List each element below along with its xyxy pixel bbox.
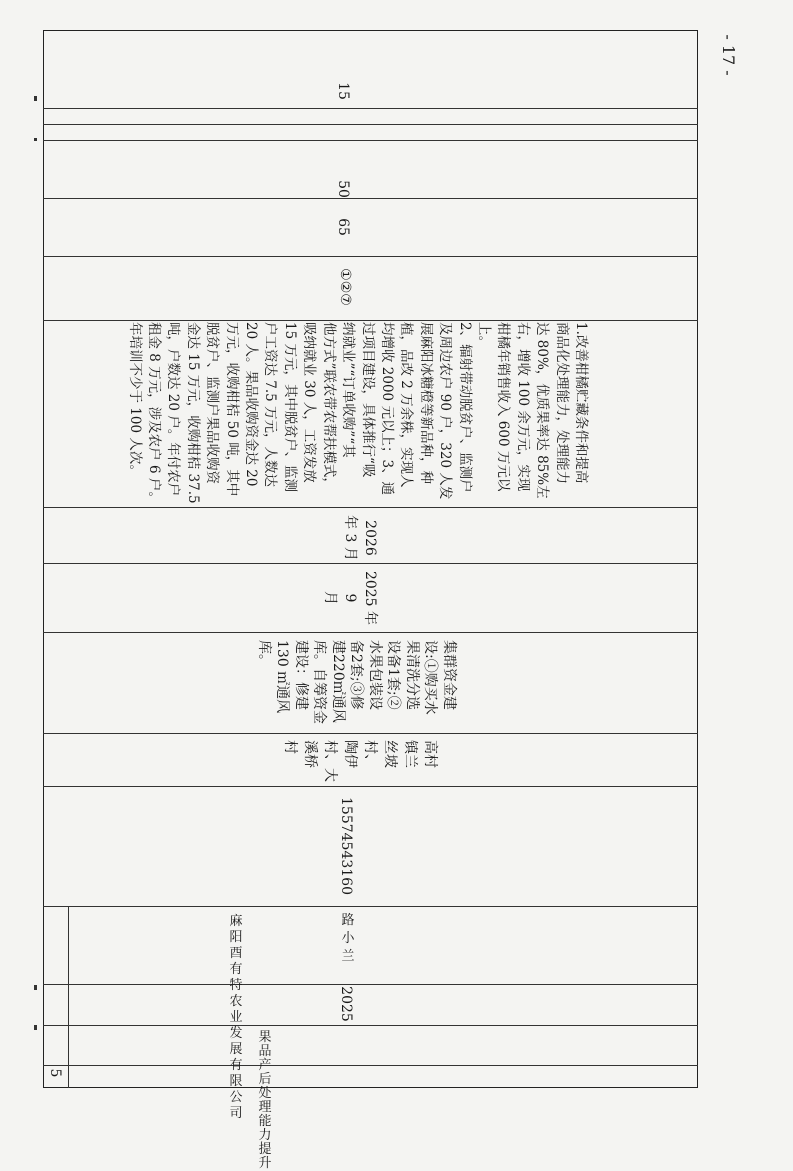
location-text: 高村 镇兰 丝坡 村、 陶伊 村、大 溪桥 村	[282, 740, 438, 782]
benefits-line: 脱贫户、监测户果品收购资	[204, 322, 221, 484]
benefits-line: 户工资达 7.5 万元，人数达	[262, 322, 279, 488]
row-divider	[43, 632, 698, 633]
row-divider	[43, 507, 698, 508]
project-name-cell: 果 品 产 后 处 理 能 力 提 升	[258, 1030, 272, 1171]
benefits-line: 过项目建设，具体推行“吸	[359, 322, 376, 478]
benefits-line: 纳就业”“订单收购”“其	[340, 322, 357, 458]
benefits-line: 20 人。果品收购资金达 20	[243, 322, 260, 487]
benefits-line: 15 万元，其中脱贫户、监测	[281, 322, 298, 492]
row-divider	[43, 984, 698, 985]
row-divider	[43, 1065, 698, 1066]
fund-a-cell: 50	[335, 180, 351, 198]
benefits-line: 1.改善柑橘贮藏条件和提高	[573, 322, 589, 484]
row-divider	[43, 1025, 698, 1026]
scan-mark	[34, 138, 37, 141]
scan-mark	[34, 96, 37, 101]
benefits-line: 万元，收购柑桔 50 吨，其中	[223, 322, 240, 497]
company-cell: 麻 阳 酉 有 特 农 业 发 展 有 限 公 司	[229, 914, 243, 1121]
benefits-line: 展麻阳冰糖橙等新品种，种	[417, 322, 434, 484]
end-date-cell	[328, 512, 380, 561]
fund-b-cell: 15	[335, 82, 351, 100]
start-date-cell	[320, 568, 380, 626]
benefits-line: 2、辐射带动脱贫户、监测户	[456, 322, 473, 493]
row-divider	[43, 320, 698, 321]
benefits-line: 年培训不少于 100 人次。	[126, 322, 143, 478]
column-divider	[68, 906, 69, 1088]
benefits-line: 吨，户数达 20 户。年付农户	[165, 322, 182, 497]
scan-mark	[34, 1025, 37, 1030]
benefits-line: 均增收 2000 元以上；3、通	[378, 322, 395, 496]
benefits-text	[124, 322, 590, 505]
start-date-text: 2025 年 9 月	[322, 570, 378, 626]
row-divider	[43, 256, 698, 257]
owner-cell: 路 小 兰	[341, 913, 355, 964]
total-investment-cell: 65	[335, 218, 351, 236]
row-divider	[43, 198, 698, 199]
scan-mark	[34, 985, 37, 990]
end-date-text: 2026 年 3 月	[342, 515, 378, 561]
row-index: 5	[47, 1068, 63, 1078]
benefits-line: 达 80%，优质果率达 85%左	[534, 322, 551, 499]
benefits-line: 他方式”联农带农帮扶模式，	[320, 322, 337, 491]
row-divider	[43, 124, 698, 125]
mechanism-cell: ①②⑦	[337, 268, 353, 306]
benefits-line: 租金 8 万元，涉及农户 6 户。	[146, 322, 163, 505]
benefits-line: 金达 15 万元，收购柑桔 37.5	[184, 322, 201, 504]
benefits-line: 商品化处理能力，处理能力	[553, 322, 570, 484]
year-cell: 2025	[338, 986, 354, 1022]
benefits-line: 右，增收 100 余万元，实现	[514, 322, 531, 492]
benefits-line: 吸纳就业 30 人，工资发放	[301, 322, 318, 483]
benefits-line: 上。	[475, 322, 492, 349]
benefits-line: 柑橘年销售收入 600 万元以	[495, 322, 512, 492]
row-divider	[43, 108, 698, 109]
benefits-line: 及周边农户 90 户，320 人发	[437, 322, 454, 500]
phone-cell: 15574543160	[338, 797, 354, 895]
page-number: - 17 -	[719, 34, 738, 76]
content-text: 集群资金建 设:①购买水 果清洗分选 设备1套;② 水果包装设 备2套;③修 建220㎡通风 库。自筹资金 建设：修建 130 ㎡通风 库。	[256, 640, 457, 724]
row-divider	[43, 906, 698, 907]
row-divider	[43, 140, 698, 141]
benefits-line: 植，品改 2 万余株，实现人	[398, 322, 415, 488]
